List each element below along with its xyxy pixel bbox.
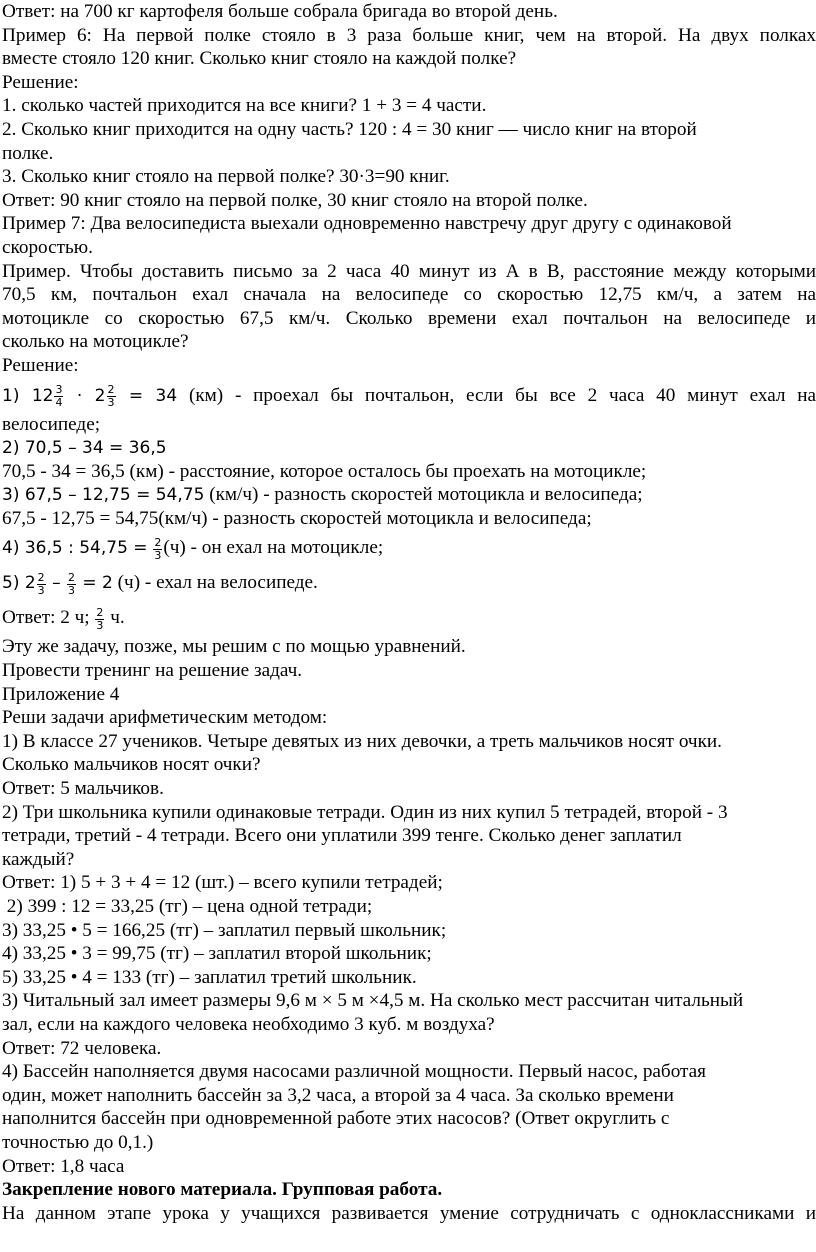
fraction: $\frac{3}{4}$ — [55, 382, 63, 409]
text-line: 2) Три школьника купили одинаковые тетради. Один из них купил 5 тетрадей, второй - 3 — [2, 801, 728, 823]
text-line: 3) Читальный зал имеет размеры 9,6 м × 5 м ×4,5 м. На сколько мест рассчитан читальный — [2, 990, 744, 1012]
solution-answer — [2, 600, 816, 635]
text-line: 2. Сколько книг приходится на одну часть? 120 : 4 = 30 книг — число книг на второй — [2, 118, 697, 140]
text-line: Приложение 4 — [2, 683, 120, 705]
text-line: зал, если на каждого человека необходимо 3 куб. м воздуха? — [2, 1013, 495, 1035]
text-line: 70,5 - 34 = 36,5 (км) - расстояние, которое осталось бы проехать на мотоцикле; — [2, 460, 647, 482]
math-expression: 2) 70,5 – 34 = 36,5 — [2, 438, 167, 459]
text-line: Ответ: 5 мальчиков. — [2, 778, 164, 800]
answer-text: Ответ: 2 ч; — [2, 607, 90, 629]
text-line: один, может наполнить бассейн за 3,2 часа, а второй за 4 часа. За сколько времени — [2, 1084, 674, 1106]
text-line: Ответ: 1,8 часа — [2, 1155, 125, 1177]
text-line: 3) 33,25 • 5 = 166,25 (тг) – заплатил первый школьник; — [2, 919, 447, 941]
text-line: точностью до 0,1.) — [2, 1131, 154, 1153]
text-line: Пример 6: На первой полке стояло в 3 раза больше книг, чем на второй. На двух полках — [2, 24, 816, 46]
text-line: каждый? — [2, 848, 75, 870]
text-line: Эту же задачу, позже, мы решим с по мощью уравнений. — [2, 636, 466, 658]
fraction: $\frac{2}{3}$ — [37, 570, 45, 597]
math-expression: – — [46, 573, 66, 594]
fraction: $\frac{2}{3}$ — [67, 570, 75, 597]
math-expression: = 2 — [76, 573, 113, 594]
text-line: сколько на мотоцикле? — [2, 331, 189, 353]
text-line: Ответ: 1) 5 + 3 + 4 = 12 (шт.) – всего купили тетрадей; — [2, 872, 443, 894]
math-expression: 5) 2 — [2, 573, 36, 594]
math-expression: 1) 12 — [2, 385, 54, 406]
fraction: $\frac{2}{3}$ — [107, 382, 115, 409]
step-text: (км/ч) - разность скоростей мотоцикла и велосипеда; — [204, 484, 643, 506]
text-line: Решение: — [2, 71, 79, 93]
text-line: велосипеде; — [2, 413, 101, 435]
step-text: (ч) - ехал на велосипеде. — [112, 572, 318, 594]
text-line: Ответ: 72 человека. — [2, 1037, 162, 1059]
math-expression: = 34 — [116, 385, 178, 406]
math-expression: 3) 67,5 – 12,75 = 54,75 — [2, 485, 205, 506]
text-line: 3. Сколько книг стояло на первой полке? 30·3=90 книг. — [2, 166, 450, 188]
text-line: Сколько мальчиков носят очки? — [2, 754, 261, 776]
solution-step-5 — [2, 565, 816, 600]
text-line: скоростью. — [2, 236, 93, 258]
text-line: тетради, третий - 4 тетради. Всего они уплатили 399 тенге. Сколько денег заплатил — [2, 825, 682, 847]
section-heading: Закрепление нового материала. Групповая работа. — [2, 1179, 443, 1201]
text-line: Решение: — [2, 354, 79, 376]
text-line: Провести тренинг на решение задач. — [2, 660, 303, 682]
text-line: Ответ: 90 книг стояло на первой полке, 30 книг стояло на второй полке. — [2, 189, 588, 211]
solution-step-4 — [2, 530, 816, 565]
step-text: (км) - проехал бы почтальон, если бы все 2 часа 40 минут ехал на — [177, 384, 816, 406]
text-line: Пример. Чтобы доставить письмо за 2 часа 40 минут из А в В, расстояние между которыми — [2, 260, 816, 282]
text-line: полке. — [2, 142, 54, 164]
text-line: На данном этапе урока у учащихся развивается умение сотрудничать с одноклассниками и — [2, 1202, 816, 1224]
text-line: 1. сколько частей приходится на все книги? 1 + 3 = 4 части. — [2, 95, 487, 117]
answer-text: ч. — [105, 607, 125, 629]
text-line: наполнится бассейн при одновременной работе этих насосов? (Ответ округлить с — [2, 1108, 670, 1130]
text-line: 70,5 км, почтальон ехал сначала на велосипеде со скоростью 12,75 км/ч, а затем на — [2, 284, 816, 306]
solution-step-2 — [2, 436, 816, 460]
fraction: $\frac{2}{3}$ — [154, 535, 162, 562]
text-line: 4) 33,25 • 3 = 99,75 (тг) – заплатил второй школьник; — [2, 943, 432, 965]
text-line: 2) 399 : 12 = 33,25 (тг) – цена одной тетради; — [2, 896, 373, 917]
text-line: 67,5 - 12,75 = 54,75(км/ч) - разность скоростей мотоцикла и велосипеда; — [2, 507, 592, 529]
text-line: мотоцикле со скоростью 67,5 км/ч. Сколько времени ехал почтальон на велосипеде и — [2, 307, 816, 329]
text-line: Ответ: на 700 кг картофеля больше собрала бригада во второй день. — [2, 1, 558, 22]
text-line: 5) 33,25 • 4 = 133 (тг) – заплатил третий школьник. — [2, 966, 417, 988]
solution-step-1 — [2, 378, 816, 413]
text-line: Реши задачи арифметическим методом: — [2, 707, 328, 729]
step-text: (ч) - он ехал на мотоцикле; — [163, 537, 384, 559]
text-line: 4) Бассейн наполняется двумя насосами различной мощности. Первый насос, работая — [2, 1061, 706, 1083]
solution-step-3 — [2, 483, 816, 507]
text-line: Пример 7: Два велосипедиста выехали одновременно навстречу друг другу с одинаковой — [2, 213, 732, 235]
math-expression: 4) 36,5 : 54,75 = — [2, 538, 148, 559]
text-line: вместе стояло 120 книг. Сколько книг стояло на каждой полке? — [2, 48, 517, 70]
text-line: 1) В классе 27 учеников. Четыре девятых из них девочки, а треть мальчиков носят очки. — [2, 730, 722, 752]
fraction: $\frac{2}{3}$ — [96, 605, 104, 632]
math-expression: · 2 — [64, 385, 106, 406]
